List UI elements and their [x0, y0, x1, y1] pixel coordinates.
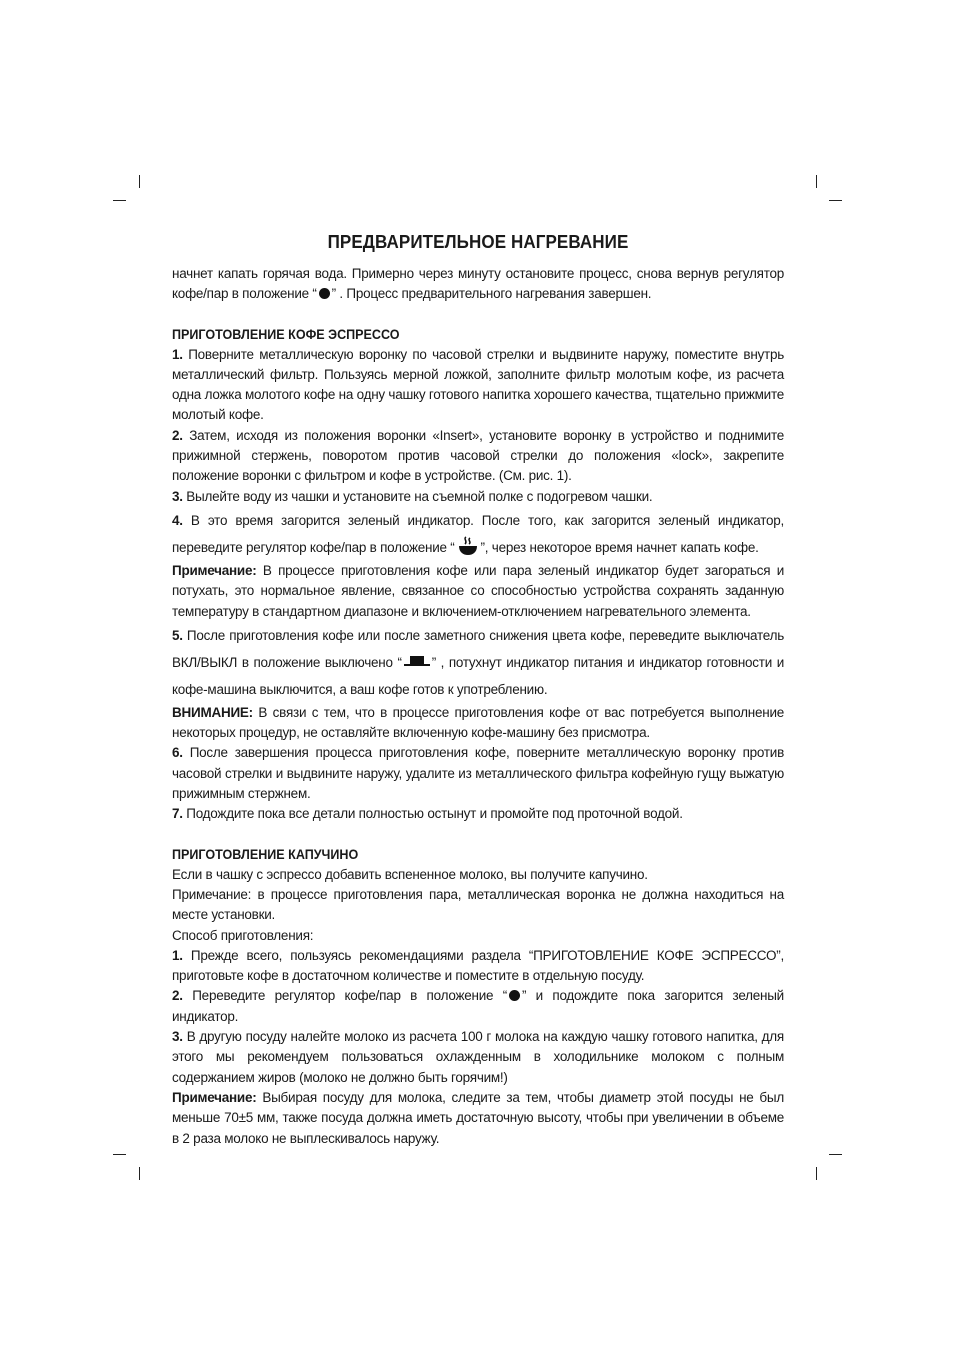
cappuccino-note-2: Примечание: Выбирая посуду для молока, следите за тем, чтобы диаметр этой посуды не был меньше 70±5 мм, также посуда должна иметь достаточную высоту, чтобы при увеличении в объеме в 2 раза молоко не выплескивалось наружу. [172, 1089, 784, 1146]
espresso-step-5: 5. После приготовления кофе или после заметного снижения цвета кофе, переведите выключатель ВКЛ/ВЫКЛ в положение выключено “ ” , потухнут индикатор питания и индикатор готовности и кофе-машина выключится, а ваш кофе готов к употреблению. [172, 627, 784, 697]
crop-mark-top-right-vertical [816, 175, 817, 188]
cappuccino-step-1: 1. Прежде всего, пользуясь рекомендациями раздела “ПРИГОТОВЛЕНИЕ КОФЕ ЭСПРЕССО”, приготовьте кофе в достаточном количестве и поместите в отдельную посуду. [172, 947, 784, 984]
crop-mark-bottom-right-vertical [816, 1167, 817, 1180]
crop-mark-top-right-horizontal [829, 200, 842, 201]
espresso-step-3: 3. Вылейте воду из чашки и установите на съемной полке с подогревом чашки. [172, 488, 653, 504]
crop-mark-top-left-horizontal [113, 200, 126, 201]
page-content [172, 228, 784, 1149]
espresso-step-7: 7. Подождите пока все детали полностью остынут и промойте под проточной водой. [172, 806, 683, 822]
dot-icon [509, 990, 520, 1001]
coffee-steam-icon [457, 536, 479, 556]
dot-icon [319, 288, 330, 299]
espresso-heading: ПРИГОТОВЛЕНИЕ КОФЕ ЭСПРЕССО [172, 326, 400, 342]
cappuccino-intro: Если в чашку с эспрессо добавить вспененное молоко, вы получите капучино. [172, 866, 648, 882]
crop-mark-bottom-right-horizontal [829, 1154, 842, 1155]
cappuccino-method: Способ приготовления: [172, 927, 314, 943]
espresso-step-1: 1. Поверните металлическую воронку по часовой стрелки и выдвините наружу, поместите внутрь металлический фильтр. Пользуясь мерной ложкой, заполните фильтр молотым кофе, из расчета одна ложка молотого кофе на одну чашку готового напитка хорошего качества, тщательно прижмите молотый кофе. [172, 346, 784, 423]
crop-mark-top-left-vertical [139, 175, 140, 188]
espresso-step-4: 4. В это время загорится зеленый индикатор. После того, как загорится зеленый индикатор, переведите регулятор кофе/пар в положение “ ”, через некоторое время начнет капать кофе. [172, 512, 784, 555]
preheat-paragraph: начнет капать горячая вода. Примерно через минуту остановите процесс, снова вернув регулятор кофе/пар в положение “ ” . Процесс предварительного нагревания завершен. [172, 266, 784, 302]
espresso-step-6: 6. После завершения процесса приготовления кофе, поверните металлическую воронку против часовой стрелки и выдвините наружу, удалите из металлического фильтра кофейную гущу выжатую прижимным стержнем. [172, 745, 784, 802]
page-title: ПРЕДВАРИТЕЛЬНОЕ НАГРЕВАНИЕ [327, 231, 629, 252]
espresso-note: Примечание: В процессе приготовления кофе или пара зеленый индикатор будет загораться и потухать, это нормальное явление, связанное со способностью устройства сохранять заданную температуру в стандартном диапазоне и включением-отключением нагревательного элемента. [172, 562, 784, 619]
crop-mark-bottom-left-vertical [139, 1167, 140, 1180]
espresso-step-2: 2. Затем, исходя из положения воронки «Insert», установите воронку в устройство и поднимите прижимной стержень, поворотом против часовой стрелки до положения «lock», закрепите положение воронки с фильтром и кофе в устройстве. (См. рис. 1). [172, 427, 784, 484]
crop-mark-bottom-left-horizontal [113, 1154, 126, 1155]
switch-off-icon [404, 656, 430, 666]
cappuccino-heading: ПРИГОТОВЛЕНИЕ КАПУЧИНО [172, 846, 359, 862]
espresso-warning: ВНИМАНИЕ: В связи с тем, что в процессе приготовления кофе от вас потребуется выполнение некоторых процедур, не оставляйте включенную кофе-машину без присмотра. [172, 704, 784, 741]
cappuccino-step-2: 2. Переведите регулятор кофе/пар в положение “ ” и подождите пока загорится зеленый индикатор. [172, 988, 784, 1024]
cappuccino-step-3: 3. В другую посуду налейте молоко из расчета 100 г молока на каждую чашку готового напитка, для этого мы рекомендуем пользоваться охлажденным в холодильнике молоком с полным содержанием жиров (молоко не должно быть горячим!) [172, 1029, 784, 1085]
cappuccino-note-1: Примечание: в процессе приготовления пара, металлическая воронка не должна находиться на месте установки. [172, 886, 784, 923]
